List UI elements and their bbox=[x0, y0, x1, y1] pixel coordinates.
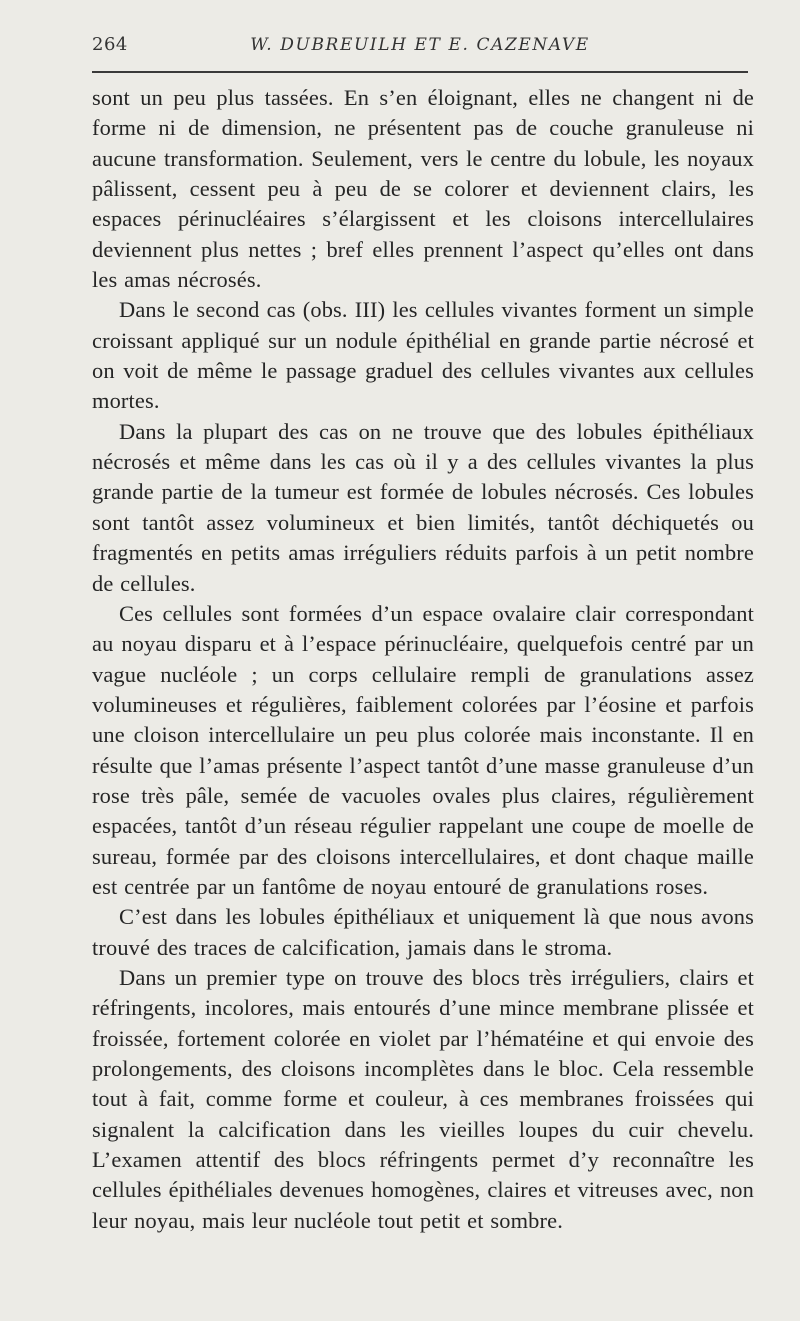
paragraph: Dans la plupart des cas on ne trouve que des lobules épithéliaux nécrosés et même dans les cas où il y a des cellules vivantes la plus grande partie de la tumeur est formée de lobules nécrosés. Ces lobules sont tantôt assez volumineux et bien limités, tantôt déchiquetés ou fragmentés en petits amas irréguliers réduits parfois à un petit nombre de cellules. bbox=[92, 418, 754, 596]
page-number: 264 bbox=[92, 34, 128, 55]
paragraph: Dans le second cas (obs. III) les cellules vivantes forment un simple croissant appliqué sur un nodule épithélial en grande partie nécrosé et on voit de même le passage graduel des cellules vivantes aux cellules mortes. bbox=[92, 297, 754, 414]
header-rule bbox=[92, 71, 748, 73]
running-head: W. DUBREUILH ET E. CAZENAVE bbox=[250, 35, 590, 55]
paragraph: Dans un premier type on trouve des blocs très irréguliers, clairs et réfringents, incolores, mais entourés d’une mince membrane plissée et froissée, fortement colorée en violet par l’hématéine et qui envoie des prolongements, des cloisons incomplètes dans le bloc. Cela ressemble tout à fait, comme forme et couleur, à ces membranes froissées qui signalent la calcification dans les vieilles loupes du cuir chevelu. L’examen attentif des blocs réfringents permet d’y reconnaître les cellules épithéliales devenues homogènes, claires et vitreuses avec, non leur noyau, mais leur nucléole tout petit et sombre. bbox=[92, 964, 754, 1233]
body-text bbox=[92, 83, 754, 1236]
paragraph: Ces cellules sont formées d’un espace ovalaire clair correspondant au noyau disparu et à l’espace périnucléaire, quelquefois centré par un vague nucléole ; un corps cellulaire rempli de granulations assez volumineuses et régulières, faiblement colorées par l’éosine et parfois une cloison intercellulaire un peu plus colorée mais inconstante. Il en résulte que l’amas présente l’aspect tantôt d’une masse granuleuse d’un rose très pâle, semée de vacuoles ovales plus claires, régulièrement espacées, tantôt d’un réseau régulier rappelant une coupe de moelle de sureau, formée par des cloisons intercellulaires, et dont chaque maille est centrée par un fantôme de noyau entouré de granulations roses. bbox=[92, 600, 754, 899]
paragraph: C’est dans les lobules épithéliaux et uniquement là que nous avons trouvé des traces de calcification, jamais dans le stroma. bbox=[92, 904, 754, 960]
paragraph-continuation: sont un peu plus tassées. En s’en éloignant, elles ne changent ni de forme ni de dimension, ne présentent pas de couche granuleuse ni aucune transformation. Seulement, vers le centre du lobule, les noyaux pâlissent, cessent peu à peu de se colorer et deviennent clairs, les espaces périnucléaires s’élargissent et les cloisons intercellulaires deviennent plus nettes ; bref elles prennent l’aspect qu’elles ont dans les amas nécrosés. bbox=[92, 85, 754, 293]
page-header bbox=[92, 34, 748, 64]
